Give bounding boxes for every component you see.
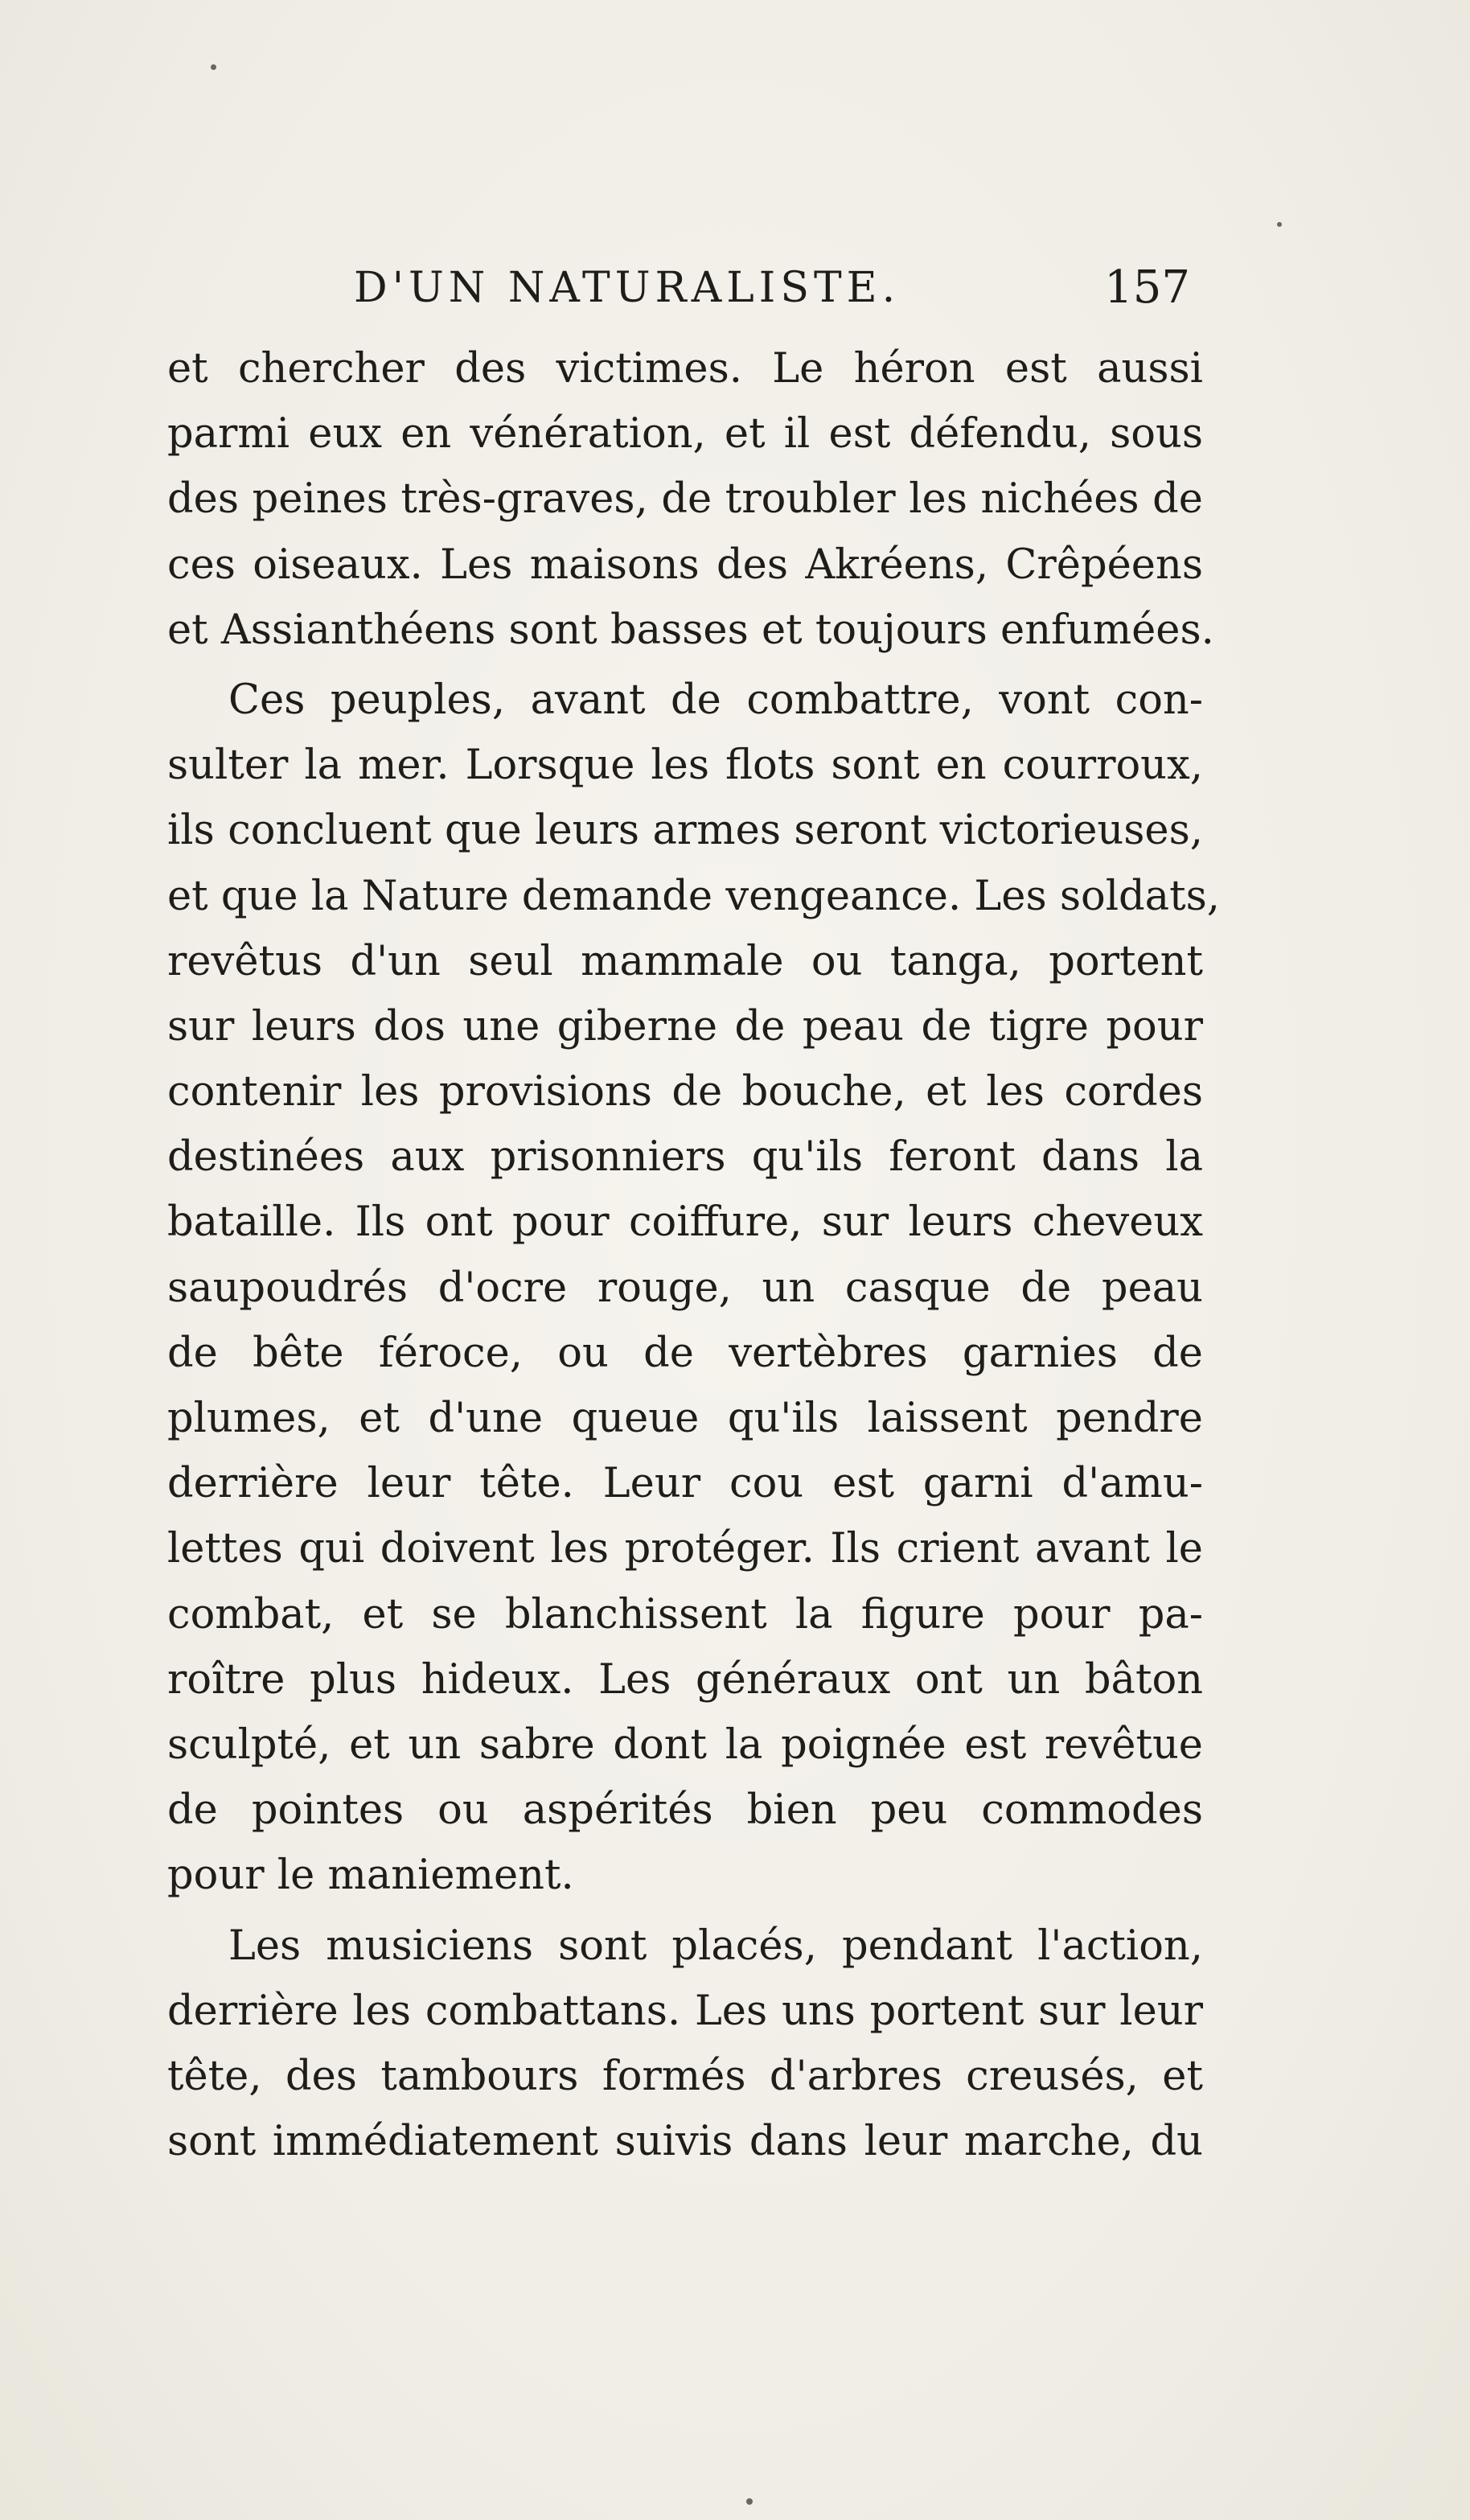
text-line: et chercher des victimes. Le héron est aussi [167,345,1203,393]
text-line: revêtus d'un seul mammale ou tanga, portent [167,937,1203,985]
text-line: ils concluent que leurs armes seront victorieuses, [167,807,1203,855]
text-line: pour le maniement. [167,1852,574,1900]
paragraph [167,668,1220,1909]
text-line: destinées aux prisonniers qu'ils feront dans la [167,1133,1203,1182]
text-line: contenir les provisions de bouche, et les cordes [167,1068,1203,1116]
paragraph [167,336,1214,663]
text-line: bataille. Ils ont pour coiffure, sur leurs cheveux [167,1198,1203,1247]
text-line: et Assianthéens sont basses et toujours enfumées. [167,606,1214,654]
text-line: derrière les combattans. Les uns portent sur leur [167,1987,1203,2035]
text-line: sculpté, et un sabre dont la poignée est revêtue [167,1720,1203,1769]
paper-speck [746,2498,753,2505]
text-line: roître plus hideux. Les généraux ont un bâton [167,1655,1203,1704]
text-line: sulter la mer. Lorsque les flots sont en courroux, [167,742,1203,790]
text-line: sur leurs dos une giberne de peau de tigre pour [167,1002,1203,1050]
page-number: 157 [1104,261,1190,314]
text-line: tête, des tambours formés d'arbres creusés, et [167,2052,1203,2100]
text-line: plumes, et d'une queue qu'ils laissent pendre [167,1395,1203,1442]
paper-speck [211,64,216,70]
text-line: Ces peuples, avant de combattre, vont con- [228,676,1203,724]
text-line: ces oiseaux. Les maisons des Akréens, Crêpéens [167,541,1203,589]
text-line: de bête féroce, ou de vertèbres garnies de [167,1329,1203,1377]
text-line: de pointes ou aspérités bien peu commodes [167,1786,1203,1835]
text-line: parmi eux en vénération, et il est défendu, sous [167,410,1203,458]
text-line: Les musiciens sont placés, pendant l'action, [228,1922,1203,1970]
text-line: sont immédiatement suivis dans leur marche, du [167,2118,1203,2166]
text-line: des peines très-graves, de troubler les nichées de [167,475,1203,524]
text-line: lettes qui doivent les protéger. Ils crient avant le [167,1525,1203,1573]
paper-speck [1277,222,1282,227]
body-text [167,336,1220,2174]
text-line: combat, et se blanchissent la figure pour pa- [167,1590,1203,1638]
paragraph [167,1914,1203,2175]
text-line: et que la Nature demande vengeance. Les soldats, [167,872,1220,920]
running-title: D'UN NATURALISTE. [354,264,901,312]
running-head [354,256,1190,320]
text-line: derrière leur tête. Leur cou est garni d'amu- [167,1460,1203,1508]
text-line: saupoudrés d'ocre rouge, un casque de peau [167,1264,1203,1312]
